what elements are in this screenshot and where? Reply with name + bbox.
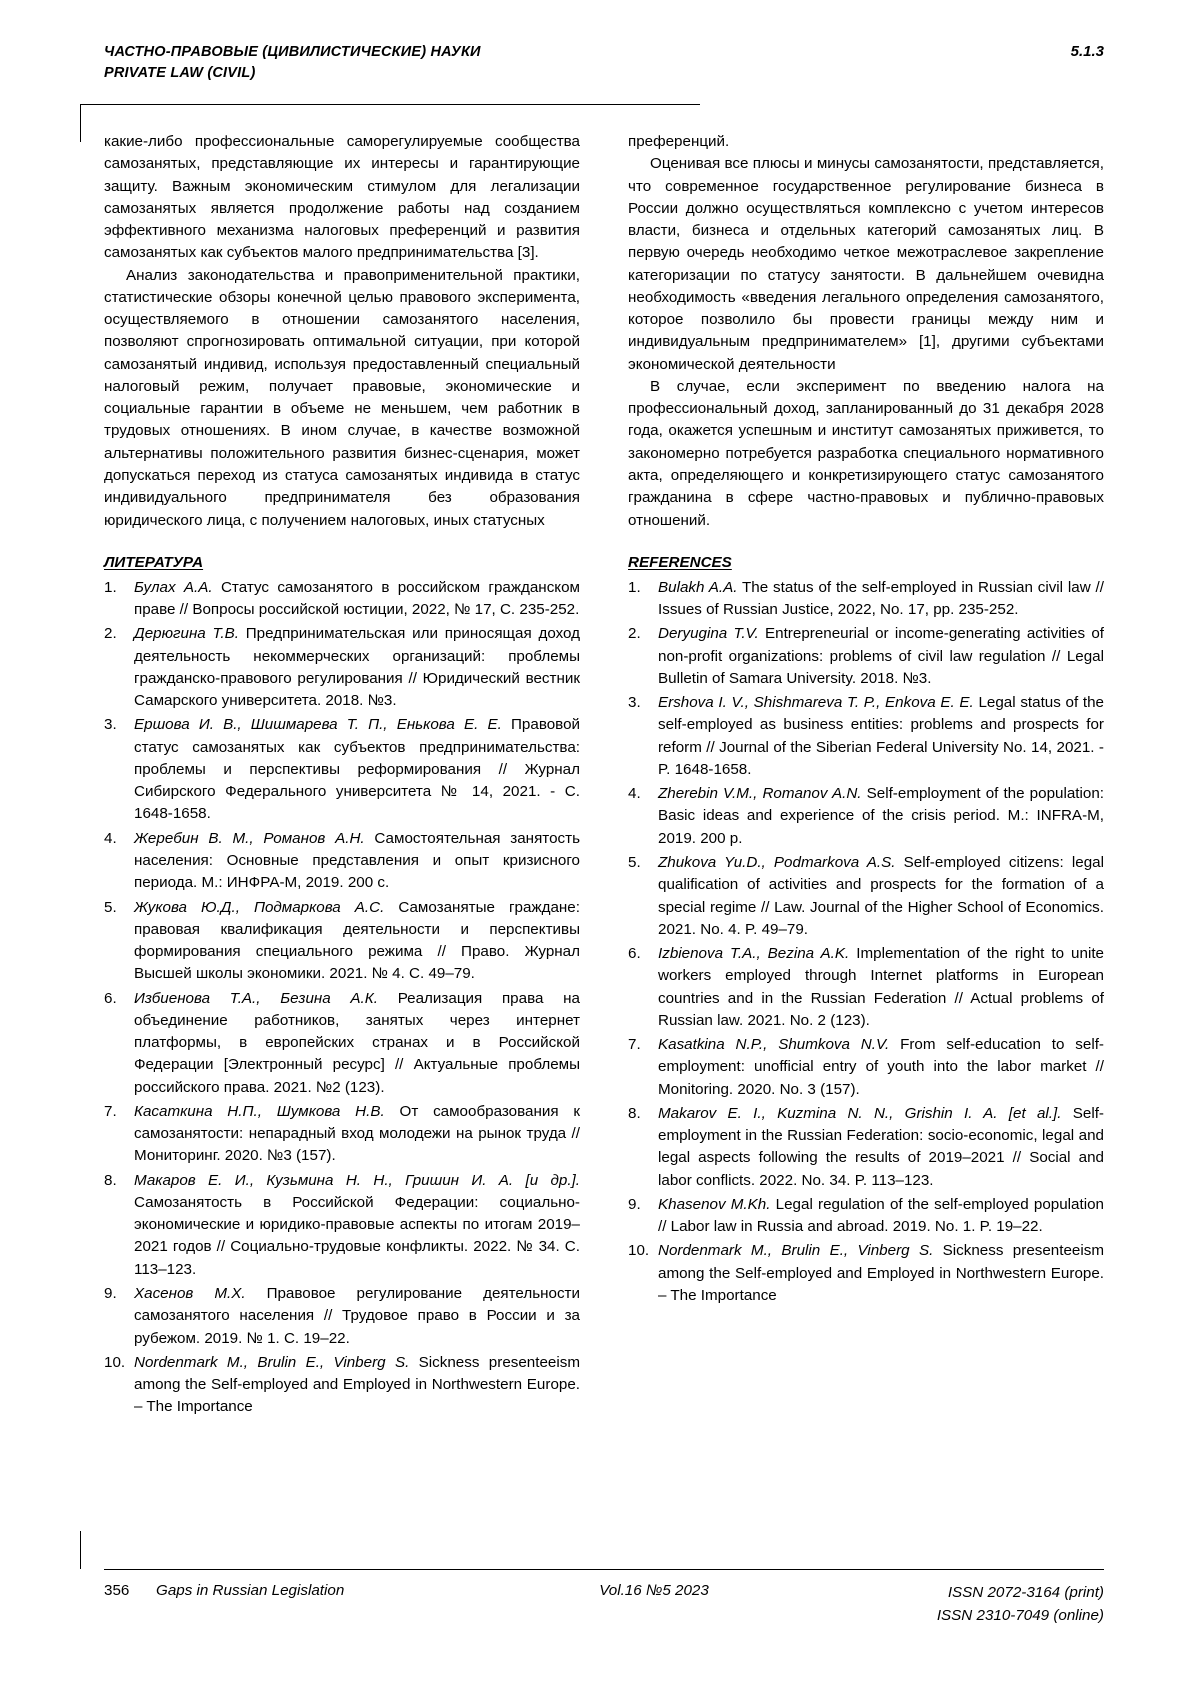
reference-item — [628, 623, 1104, 690]
reference-item — [628, 943, 1104, 1032]
reference-authors: Zherebin V.M., Romanov A.N. — [658, 785, 862, 803]
reference-item — [104, 1283, 580, 1350]
reference-item — [104, 1101, 580, 1168]
reference-number: 5. — [628, 853, 641, 871]
reference-authors: Deryugina T.V. — [658, 625, 759, 643]
reference-text: The status of the self-employed in Russian civil law // Issues of Russian Justice, 2022, No. 17, pp. 235-252. — [658, 578, 1105, 619]
reference-number: 7. — [104, 1102, 117, 1120]
reference-authors: Жеребин В. М., Романов А.Н. — [134, 829, 365, 847]
reference-number: 5. — [104, 898, 117, 916]
footer-left-tick — [80, 1531, 81, 1569]
page-number: 356 — [104, 1582, 130, 1599]
reference-text: From self-education to self-employment: unofficial entry of youth into the labor market // Monitoring. 2020. No. 3 (157). — [658, 1036, 1104, 1098]
header-section-code: 5.1.3 — [1070, 43, 1104, 60]
references-heading-en: REFERENCES — [628, 553, 732, 571]
reference-text: Legal status of the self-employed as business entities: problems and prospects for reform // Journal of the Siberian Federal University No. 14, 2021. - P. 1648-1658. — [658, 694, 1104, 778]
reference-number: 10. — [628, 1242, 650, 1260]
reference-item — [104, 1170, 580, 1281]
reference-text: От самообразования к самозанятости: непарадный вход молодежи на рынок труда // Мониторинг. 2020. №3 (157). — [134, 1102, 580, 1165]
reference-text: Правовое регулирование деятельности самозанятого населения // Трудовое право в России и за рубежом. 2019. № 1. С. 19–22. — [134, 1285, 580, 1347]
reference-item — [628, 783, 1104, 850]
header-title-ru: ЧАСТНО-ПРАВОВЫЕ (ЦИВИЛИСТИЧЕСКИЕ) НАУКИ — [104, 44, 481, 60]
reference-text: Self-employment in the Russian Federation: socio-economic, legal and legal aspects following the results of 2019–2021 // Social and labor conflicts. 2022. No. 34. P. 113–123. — [658, 1104, 1104, 1189]
issn-online: ISSN 2310-7049 (online) — [936, 1606, 1104, 1624]
paragraph: Оценивая все плюсы и минусы самозанятости, представляется, что современное государственное регулирование бизнеса в России должно осуществляться комплексно с учетом интересов власти, бизнеса и отдельных категорий самозанятых лиц. В первую очередь необходимо четкое межотраслевое закрепление категоризации по статусу занятости. В дальнейшем очевидна необходимость «введения легального определения самозанятого, которое позволило бы провести границы между ним и индивидуальным предпринимателем» [1], другими субъектами экономической деятельности — [628, 155, 1104, 373]
reference-text: Self-employed citizens: legal qualification of activities and prospects for the formation of a special regime // Law. Journal of the Higher School of Economics. 2021. No. 4. P. 49–79. — [658, 853, 1104, 938]
reference-item — [628, 1034, 1104, 1101]
reference-text: Предпринимательская или приносящая доход деятельность некоммерческих организаций: проблемы гражданско-правового регулирования // Юридический вестник Самарского университета. 2018. №3. — [134, 625, 580, 710]
header-section-title — [104, 42, 481, 84]
reference-authors: Makarov E. I., Kuzmina N. N., Grishin I. A. [et al.]. — [658, 1104, 1062, 1122]
reference-authors: Khasenov M.Kh. — [658, 1195, 771, 1213]
reference-authors: Ershova I. V., Shishmareva T. P., Enkova E. E. — [658, 694, 974, 712]
references-heading-ru: ЛИТЕРАТУРА — [104, 553, 204, 571]
reference-item — [104, 828, 580, 895]
reference-text: Самозанятые граждане: правовая квалификация деятельности и перспективы формирования специального режима // Право. Журнал Высшей школы экономики. 2021. № 4. С. 49–79. — [134, 898, 580, 983]
reference-text: Реализация права на объединение работников, занятых через интернет платформы, в европейских странах и в Российской Федерации [Электронный ресурс] // Актуальные проблемы российского права. 2021. №2 (123). — [134, 989, 580, 1096]
reference-authors: Избиенова Т.А., Безина А.К. — [134, 989, 378, 1007]
references-list-ru — [104, 577, 580, 1419]
reference-authors: Булах А.А. — [134, 578, 213, 596]
reference-authors: Bulakh A.A. — [658, 578, 738, 596]
reference-authors: Kasatkina N.P., Shumkova N.V. — [658, 1036, 890, 1054]
reference-authors: Дерюгина Т.В. — [134, 625, 239, 643]
reference-item — [104, 988, 580, 1099]
reference-number: 6. — [104, 989, 117, 1007]
reference-number: 10. — [104, 1353, 126, 1371]
reference-number: 8. — [104, 1171, 117, 1189]
reference-text: Самозанятость в Российской Федерации: социально-экономические и юридико-правовые аспекты по итогам 2019–2021 годов // Социально-трудовые конфликты. 2022. № 34. С. 113–123. — [134, 1193, 580, 1278]
reference-authors: Nordenmark M., Brulin E., Vinberg S. — [658, 1242, 934, 1260]
reference-text: Самостоятельная занятость населения: Основные представления и опыт кризисного периода. М.: ИНФРА-М, 2019. 200 с. — [134, 829, 580, 892]
reference-number: 9. — [628, 1195, 641, 1213]
reference-number: 2. — [104, 625, 117, 643]
reference-text: Self-employment of the population: Basic ideas and experience of the crisis period. M.: INFRA-M, 2019. 200 p. — [658, 785, 1104, 847]
header-left-tick — [80, 104, 81, 142]
reference-number: 8. — [628, 1104, 641, 1122]
paragraph: В случае, если эксперимент по введению налога на профессиональный доход, запланированный до 31 декабря 2028 года, окажется успешным и институт самозанятых приживется, то закономерно потребуется разработка специального нормативного акта, определяющего и конкретизирующего статус самозанятого гражданина в сфере частно-правовых и публично-правовых отношений. — [628, 377, 1104, 529]
reference-item — [628, 692, 1104, 781]
page-header — [104, 42, 1104, 84]
footer-divider — [104, 1569, 1104, 1570]
left-column — [104, 131, 580, 1421]
reference-number: 4. — [104, 829, 117, 847]
reference-number: 7. — [628, 1036, 641, 1054]
reference-item — [628, 1103, 1104, 1192]
reference-authors: Nordenmark M., Brulin E., Vinberg S. — [134, 1353, 410, 1371]
reference-item — [104, 714, 580, 825]
paragraph: какие-либо профессиональные саморегулируемые сообщества самозанятых, представляющие их интересы и гарантирующие защиту. Важным экономическим стимулом для легализации самозанятых является продолжение работы над созданием эффективного механизма налоговых преференций и развития самозанятых как субъектов малого предпринимательства [3]. — [104, 133, 580, 262]
reference-number: 1. — [104, 578, 117, 596]
reference-text: Sickness presenteeism among the Self-employed and Employed in Northwestern Europe. – The Importance — [134, 1353, 580, 1416]
reference-item — [628, 577, 1104, 622]
reference-authors: Izbienova T.A., Bezina A.K. — [658, 945, 850, 963]
reference-item — [628, 1194, 1104, 1239]
reference-item — [104, 623, 580, 712]
reference-authors: Хасенов М.Х. — [134, 1285, 246, 1303]
reference-text: Implementation of the right to unite workers employed through Internet platforms in European countries and in the Russian Federation // Actual problems of Russian law. 2021. No. 2 (123). — [658, 945, 1104, 1029]
paragraph: преференций. — [628, 133, 730, 150]
right-column — [628, 131, 1104, 1421]
journal-name: Gaps in Russian Legislation — [156, 1582, 345, 1599]
reference-number: 6. — [628, 945, 641, 963]
reference-item — [104, 897, 580, 986]
reference-text: Правовой статус самозанятых как субъектов предпринимательства: проблемы и перспективы реформирования // Журнал Сибирского Федерального университета № 14, 2021. - С. 1648-1658. — [134, 716, 580, 823]
reference-text: Статус самозанятого в российском гражданском праве // Вопросы российской юстиции, 2022, № 17, С. 235-252. — [134, 578, 580, 619]
article-columns — [104, 131, 1104, 1421]
reference-item — [104, 1352, 580, 1419]
issn-print: ISSN 2072-3164 (print) — [947, 1584, 1104, 1601]
reference-number: 9. — [104, 1285, 117, 1303]
reference-text: Entrepreneurial or income-generating activities of non-profit organizations: problems of civil law regulation // Legal Bulletin of Samara University. 2018. №3. — [658, 625, 1104, 687]
header-title-en: PRIVATE LAW (CIVIL) — [104, 65, 256, 82]
reference-item — [104, 577, 580, 622]
reference-authors: Zhukova Yu.D., Podmarkova A.S. — [658, 853, 896, 871]
reference-authors: Жукова Ю.Д., Подмаркова А.С. — [134, 898, 385, 916]
reference-item — [628, 852, 1104, 941]
reference-text: Legal regulation of the self-employed population // Labor law in Russia and abroad. 2019. No. 1. P. 19–22. — [658, 1195, 1104, 1236]
reference-number: 1. — [628, 578, 641, 596]
reference-number: 3. — [628, 694, 641, 712]
reference-number: 2. — [628, 625, 641, 643]
reference-authors: Касаткина Н.П., Шумкова Н.В. — [134, 1102, 385, 1120]
reference-authors: Ершова И. В., Шишмарева Т. П., Енькова Е. Е. — [134, 716, 502, 734]
page-footer — [104, 1582, 1104, 1624]
reference-text: Sickness presenteeism among the Self-employed and Employed in Northwestern Europe. – The Importance — [658, 1242, 1104, 1305]
reference-number: 4. — [628, 785, 641, 803]
reference-authors: Макаров Е. И., Кузьмина Н. Н., Гришин И. А. [и др.]. — [134, 1171, 580, 1189]
header-divider — [80, 104, 700, 105]
paragraph: Анализ законодательства и правоприменительной практики, статистические обзоры конечной целью правового эксперимента, осуществляемого в отношении самозанятого населения, позволяют спрогнозировать оптимальной ситуации, при которой самозанятый индивид, используя предоставленный специальный налоговый режим, получает правовые, экономические и социальные гарантии в объеме не меньшем, чем работник в трудовых отношениях. В ином случае, в качестве возможной альтернативы положительного развития бизнес-сценария, может допускаться переход из статуса самозанятых индивида в статус индивидуального предпринимателя без образования юридического лица, с получением налоговых, иных статусных — [104, 266, 580, 529]
references-list-en — [628, 577, 1104, 1308]
volume-issue: Vol.16 №5 2023 — [599, 1582, 709, 1599]
issn-block — [937, 1582, 1104, 1628]
reference-number: 3. — [104, 716, 117, 734]
reference-item — [628, 1240, 1104, 1307]
